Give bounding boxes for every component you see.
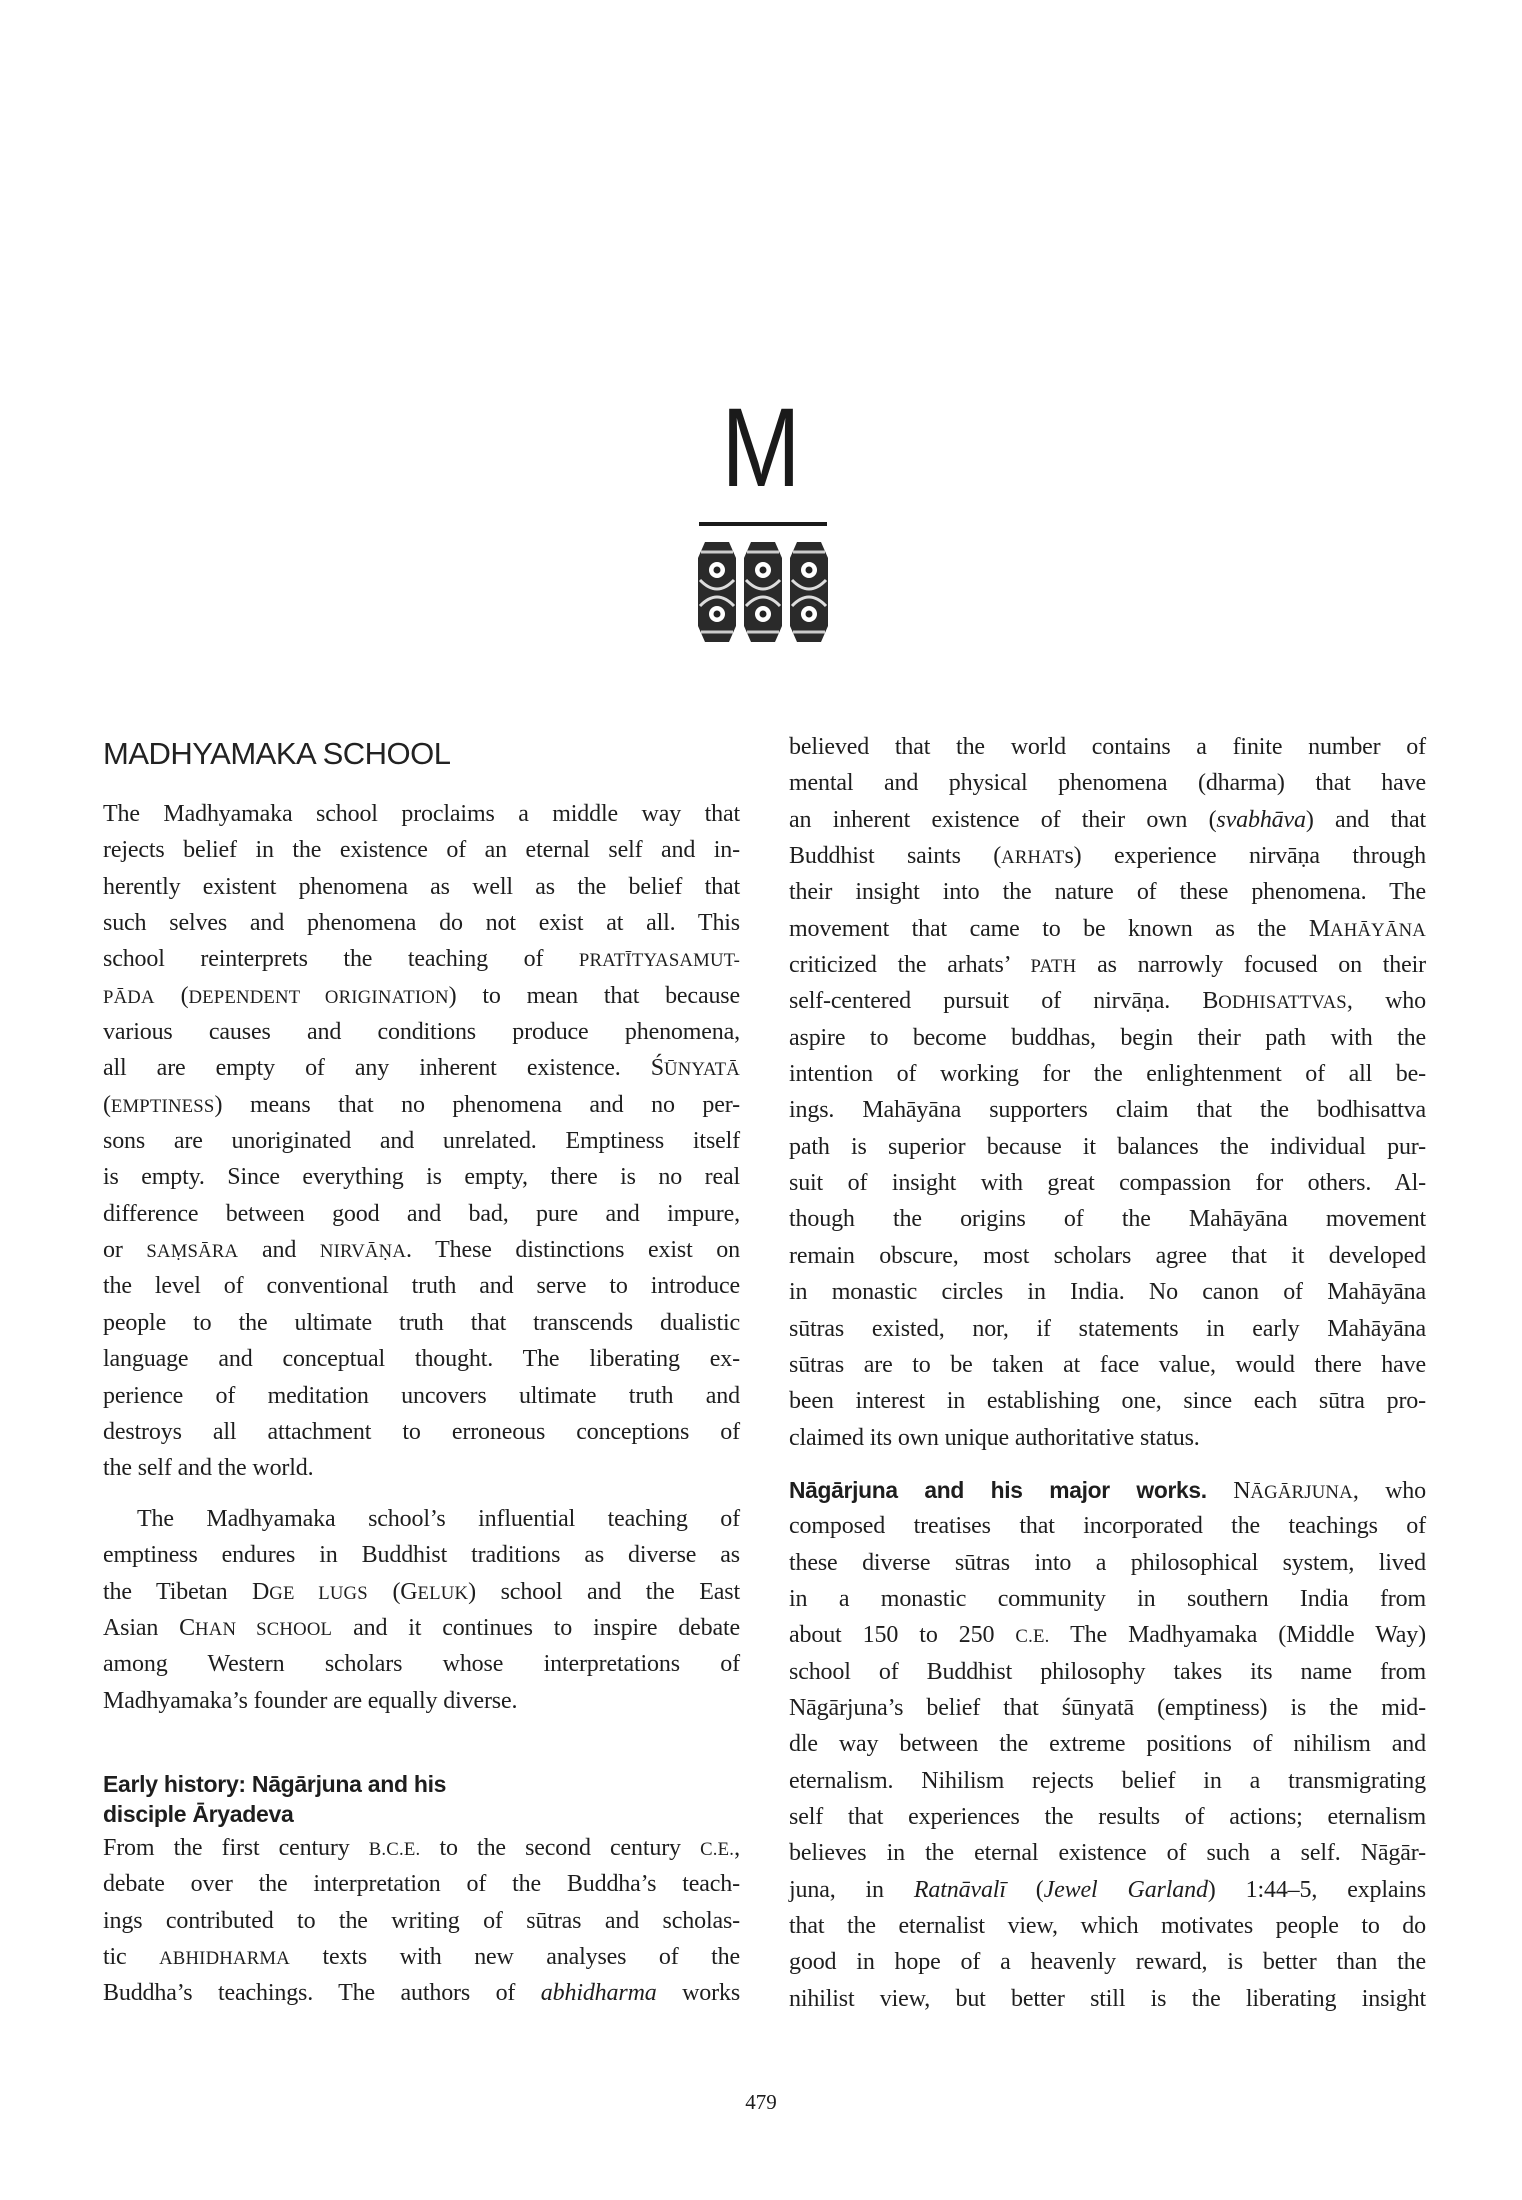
text-line: [789, 1908, 1426, 1944]
text-run: an inherent existence of their own (: [789, 806, 1217, 833]
text-line: [103, 832, 740, 868]
text-run: in a monastic community in southern India from: [789, 1586, 1426, 1613]
text-run: and it continues to inspire debate: [332, 1615, 740, 1642]
text-run: difference between good and bad, pure and impure,: [103, 1200, 740, 1227]
text-run: among Western scholars whose interpretations of: [103, 1651, 740, 1678]
text-run: Nāgārjuna’s belief that śūnyatā (emptiness) is the mid-: [789, 1695, 1426, 1722]
text-run: composed treatises that incorporated the teachings of: [789, 1513, 1426, 1540]
text-line: [789, 1311, 1426, 1347]
text-line: [103, 796, 740, 832]
text-run: PATH: [1030, 956, 1077, 978]
text-line: [103, 1123, 740, 1159]
text-line: [789, 911, 1426, 947]
text-run: C.E.: [700, 1839, 735, 1860]
text-line: [103, 1305, 740, 1341]
text-run: Madhyamaka’s founder are equally diverse.: [103, 1687, 518, 1714]
text-run: N: [1206, 1478, 1251, 1504]
text-run: about 150 to 250: [789, 1622, 1016, 1649]
text-run: Asian C: [103, 1615, 196, 1642]
text-run: rejects belief in the existence of an eternal self and in-: [103, 837, 740, 864]
text-run: these diverse sūtras into a philosophical system, lived: [789, 1549, 1426, 1576]
text-line: [789, 1835, 1426, 1871]
text-run: language and conceptual thought. The liberating ex-: [103, 1346, 740, 1373]
text-run: ŪNYATĀ: [663, 1059, 740, 1081]
text-run: The Madhyamaka (Middle Way): [1049, 1622, 1426, 1649]
entry-title: MADHYAMAKA SCHOOL: [103, 736, 451, 771]
text-run: nihilist view, but better still is the liberating insight: [789, 1985, 1426, 2012]
text-run: such selves and phenomena do not exist at all. This: [103, 910, 740, 937]
text-run: From the first century: [103, 1835, 369, 1861]
text-run: the Tibetan D: [103, 1578, 270, 1605]
text-run: NIRVĀṆA: [319, 1241, 407, 1263]
text-run: sūtras existed, nor, if statements in early Mahāyāna: [789, 1315, 1426, 1342]
left-paragraph-1: [103, 796, 740, 1487]
text-run: sons are unoriginated and unrelated. Emptiness itself: [103, 1128, 740, 1155]
text-line: [103, 1610, 740, 1646]
page-number: 479: [745, 2090, 777, 2114]
text-run: and: [238, 1237, 320, 1264]
text-line: [789, 1581, 1426, 1617]
text-line: [789, 1420, 1426, 1456]
text-line: [789, 1056, 1426, 1092]
text-line: [103, 1268, 740, 1304]
text-run: self that experiences the results of actions; eternalism: [789, 1804, 1426, 1831]
text-line: [103, 1087, 740, 1123]
text-run: claimed its own unique authoritative status.: [789, 1424, 1200, 1451]
text-run: ELUK: [417, 1582, 469, 1604]
text-run: in monastic circles in India. No canon of Mahāyāna: [789, 1279, 1426, 1306]
text-run: , who: [1352, 1478, 1426, 1504]
text-line: [103, 1646, 740, 1682]
text-run: The Madhyamaka school proclaims a middle way that: [103, 801, 740, 827]
text-run: remain obscure, most scholars agree that it developed: [789, 1242, 1426, 1269]
text-run: school reinterprets the teaching of: [103, 946, 579, 973]
text-run: or: [103, 1237, 147, 1264]
text-line: [103, 941, 740, 977]
text-run: SAṂSĀRA: [146, 1241, 239, 1263]
text-run: Ratnāvalī: [913, 1876, 1006, 1903]
text-line: [789, 1944, 1426, 1980]
text-line: [789, 1165, 1426, 1201]
text-line: [103, 1537, 740, 1573]
text-run: ĀGĀRJUNA: [1250, 1482, 1353, 1503]
text-run: ings. Mahāyāna supporters claim that the bodhisattva: [789, 1097, 1426, 1124]
left-paragraph-3: [103, 1830, 740, 2012]
text-line: [789, 1472, 1426, 1508]
text-run: tic: [103, 1944, 160, 1971]
text-run: dle way between the extreme positions of nihilism and: [789, 1731, 1426, 1758]
section-letter: M: [721, 385, 801, 510]
text-line: [789, 1763, 1426, 1799]
text-line: [103, 1450, 740, 1486]
text-run: aspire to become buddhas, begin their path with the: [789, 1024, 1426, 1051]
text-run: EMPTINESS: [110, 1095, 215, 1117]
text-line: [789, 983, 1426, 1019]
right-paragraph-2: [789, 1472, 1426, 2017]
text-run: . These distinctions exist on: [406, 1237, 740, 1264]
text-line: [789, 1981, 1426, 2017]
text-run: ODHISATTVAS: [1218, 992, 1347, 1014]
right-paragraph-1: [789, 729, 1426, 1456]
text-run: B.C.E.: [368, 1839, 421, 1860]
text-run: C.E.: [1015, 1626, 1050, 1648]
text-run: intention of working for the enlightenment of all be-: [789, 1061, 1426, 1088]
text-line: [103, 1378, 740, 1414]
text-line: [789, 1690, 1426, 1726]
text-line: [789, 1383, 1426, 1419]
text-run: works: [656, 1980, 741, 2007]
text-run: suit of insight with great compassion for others. Al-: [789, 1170, 1426, 1197]
text-line: [103, 978, 740, 1014]
text-line: [103, 1574, 740, 1610]
text-run: their insight into the nature of these phenomena. The: [789, 879, 1426, 906]
text-run: ) and that: [1305, 806, 1426, 833]
text-run: svabhāva: [1216, 806, 1306, 833]
left-paragraph-2: [103, 1501, 740, 1719]
text-run: (: [103, 1091, 111, 1118]
text-run: juna, in: [789, 1876, 914, 1903]
text-line: [789, 1726, 1426, 1762]
text-run: DEPENDENT ORIGINATION: [188, 986, 449, 1008]
text-run: destroys all attachment to erroneous conceptions of: [103, 1418, 740, 1445]
text-run: s) experience nirvāṇa through: [1064, 843, 1427, 870]
divider-rule: [699, 522, 827, 526]
text-run: movement that came to be known as the M: [789, 915, 1331, 942]
text-line: [789, 765, 1426, 801]
text-line: [789, 1092, 1426, 1128]
text-run: the level of conventional truth and serve to introduce: [103, 1273, 740, 1300]
text-run: criticized the arhats’: [789, 952, 1031, 979]
text-run: various causes and conditions produce phenomena,: [103, 1019, 740, 1046]
run-in-heading: Nāgārjuna and his major works.: [789, 1477, 1207, 1503]
text-run: though the origins of the Mahāyāna movement: [789, 1206, 1426, 1233]
text-line: [789, 1274, 1426, 1310]
text-run: believes in the eternal existence of such a self. Nāgār-: [789, 1840, 1426, 1867]
text-run: to the second century: [420, 1835, 701, 1861]
text-run: emptiness endures in Buddhist traditions as diverse as: [103, 1542, 740, 1569]
text-line: [103, 1014, 740, 1050]
text-run: perience of meditation uncovers ultimate truth and: [103, 1382, 740, 1409]
text-line: [789, 1020, 1426, 1056]
text-line: [789, 1508, 1426, 1544]
text-run: PĀDA: [103, 986, 155, 1008]
text-run: eternalism. Nihilism rejects belief in a transmigrating: [789, 1767, 1426, 1794]
text-line: [103, 1414, 740, 1450]
text-run: (: [154, 982, 189, 1009]
text-run: been interest in establishing one, since each sūtra pro-: [789, 1388, 1426, 1415]
text-line: [789, 729, 1426, 765]
text-run: people to the ultimate truth that transcends dualistic: [103, 1309, 740, 1336]
text-run: ) 1:44–5, explains: [1207, 1876, 1426, 1903]
text-line: [103, 1683, 740, 1719]
subheading: [103, 1769, 446, 1829]
text-line: [103, 1341, 740, 1377]
text-run: believed that the world contains a finite number of: [789, 734, 1426, 760]
text-run: abhidharma: [540, 1980, 657, 2007]
text-run: HAN SCHOOL: [195, 1619, 333, 1641]
text-line: [789, 1201, 1426, 1237]
text-line: [103, 869, 740, 905]
text-line: [789, 802, 1426, 838]
text-line: [103, 1501, 740, 1537]
text-run: ) means that no phenomena and no per-: [214, 1091, 740, 1118]
text-run: ings contributed to the writing of sūtras and scholas-: [103, 1907, 740, 1934]
text-line: [789, 1872, 1426, 1908]
text-line: [103, 1903, 740, 1939]
text-run: Jewel Garland: [1043, 1876, 1208, 1903]
text-line: [103, 1196, 740, 1232]
text-run: school of Buddhist philosophy takes its name from: [789, 1658, 1426, 1685]
text-line: [789, 1545, 1426, 1581]
text-line: [103, 905, 740, 941]
text-run: ARHAT: [1001, 847, 1065, 869]
text-run: Buddhist saints (: [789, 843, 1002, 870]
text-run: sūtras are to be taken at face value, would there have: [789, 1351, 1426, 1378]
subheading-line: Early history: Nāgārjuna and his: [103, 1771, 447, 1797]
text-line: [789, 1129, 1426, 1165]
text-line: [789, 947, 1426, 983]
text-line: [103, 1830, 740, 1866]
text-line: [103, 1975, 740, 2011]
text-line: [789, 874, 1426, 910]
text-run: ,: [734, 1835, 740, 1861]
text-run: all are empty of any inherent existence. Ś: [103, 1055, 664, 1082]
text-run: PRATĪTYASAMUT-: [578, 950, 740, 972]
subheading-line: disciple Āryadeva: [103, 1801, 294, 1827]
text-run: , who: [1346, 988, 1426, 1015]
text-run: self-centered pursuit of nirvāṇa. B: [789, 988, 1219, 1015]
text-run: good in hope of a heavenly reward, is better than the: [789, 1949, 1426, 1976]
text-run: ) to mean that because: [448, 982, 740, 1009]
text-run: debate over the interpretation of the Buddha’s teach-: [103, 1871, 740, 1898]
text-run: The Madhyamaka school’s influential teaching of: [137, 1506, 740, 1532]
text-run: mental and physical phenomena (dharma) that have: [789, 770, 1426, 797]
text-line: [103, 1159, 740, 1195]
text-run: AHĀYĀNA: [1330, 919, 1426, 941]
text-line: [789, 838, 1426, 874]
text-line: [789, 1654, 1426, 1690]
text-run: is empty. Since everything is empty, there is no real: [103, 1164, 740, 1191]
text-run: herently existent phenomena as well as the belief that: [103, 873, 740, 900]
text-run: (G: [367, 1578, 418, 1605]
text-line: [789, 1238, 1426, 1274]
text-line: [103, 1866, 740, 1902]
text-run: Buddha’s teachings. The authors of: [103, 1980, 541, 2007]
text-line: [103, 1232, 740, 1268]
beads-ornament-icon: [697, 540, 829, 644]
text-run: ABHIDHARMA: [159, 1948, 290, 1970]
text-line: [103, 1050, 740, 1086]
text-run: path is superior because it balances the individual pur-: [789, 1133, 1426, 1160]
text-run: the self and the world.: [103, 1455, 314, 1482]
text-run: ) school and the East: [468, 1578, 740, 1605]
text-run: as narrowly focused on their: [1076, 952, 1426, 979]
text-run: that the eternalist view, which motivates people to do: [789, 1913, 1426, 1940]
text-run: GE LUGS: [269, 1582, 368, 1604]
text-run: texts with new analyses of the: [289, 1944, 740, 1971]
text-line: [103, 1939, 740, 1975]
text-line: [789, 1617, 1426, 1653]
text-run: (: [1005, 1876, 1044, 1903]
text-line: [789, 1347, 1426, 1383]
text-line: [789, 1799, 1426, 1835]
